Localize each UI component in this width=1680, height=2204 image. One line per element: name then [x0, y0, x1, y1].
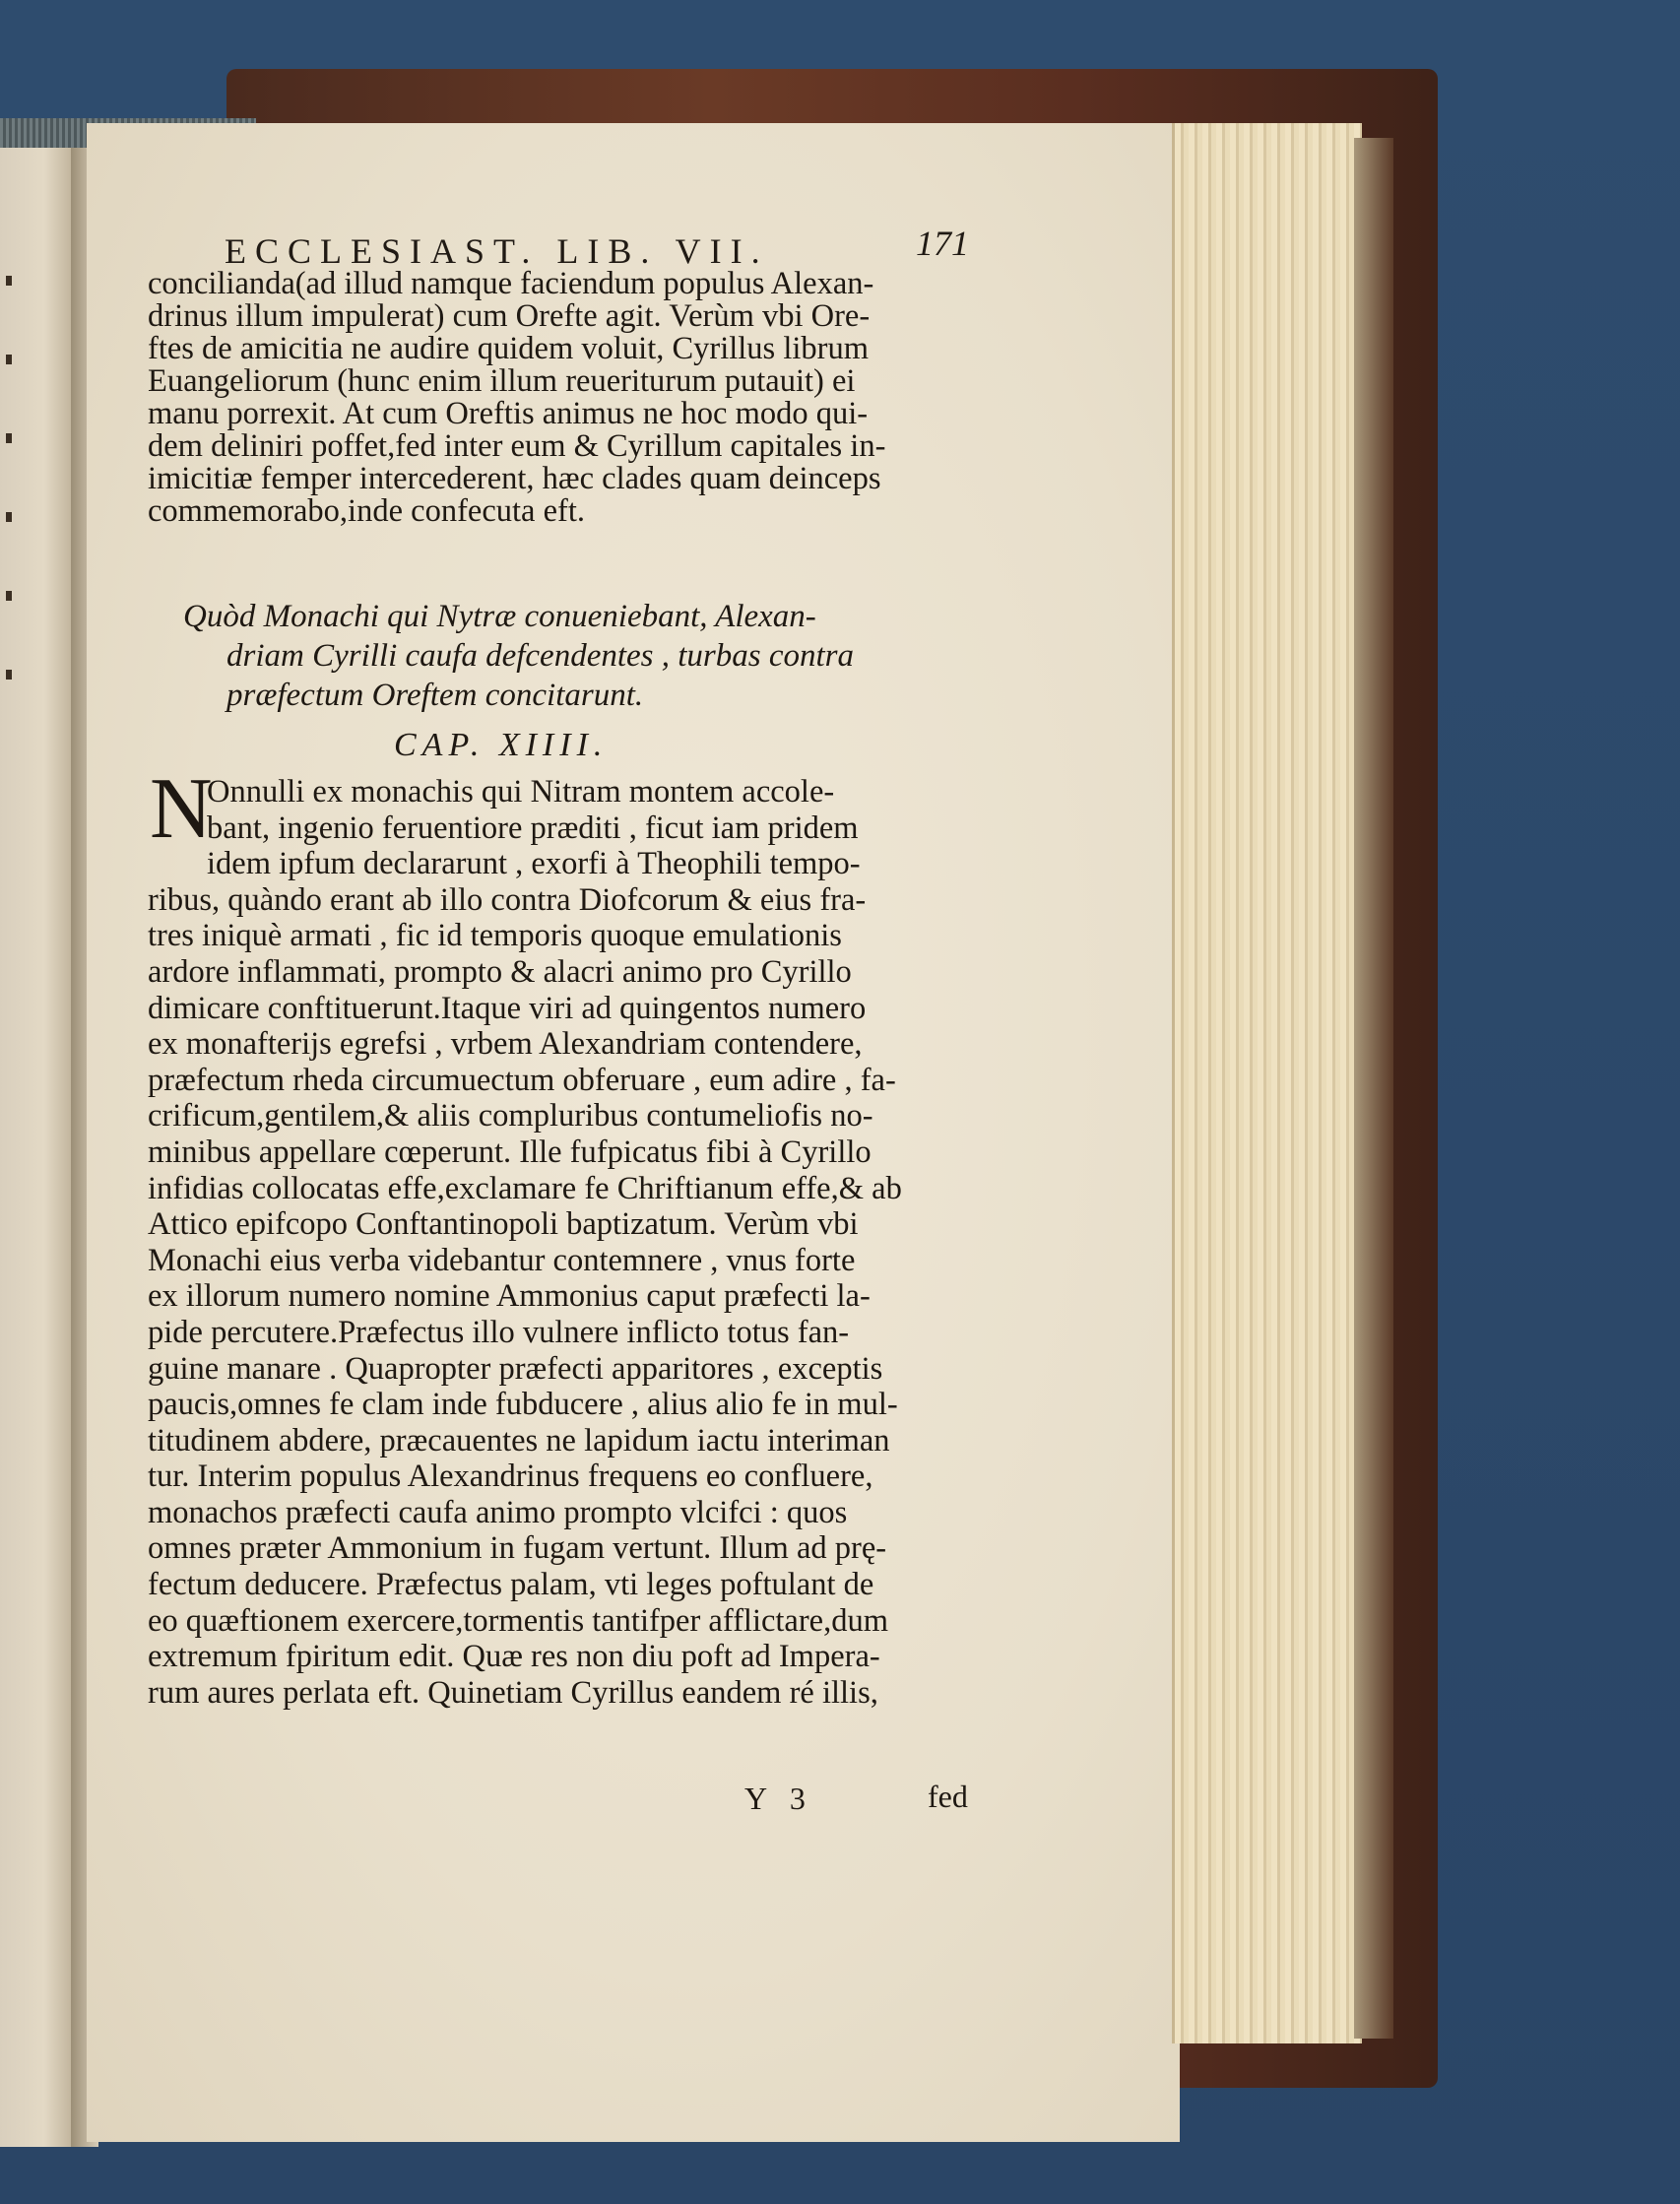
text-line: ftes de amicitia ne audire quidem voluit, Cyrillus librum — [148, 331, 869, 366]
text-line: dimicare conftituerunt.Itaque viri ad quingentos numero — [148, 990, 867, 1026]
text-line: concilianda(ad illud namque faciendum populus Alexan- — [148, 266, 874, 301]
text-line: tres iniquè armati , fic id temporis quoque emulationis — [148, 918, 842, 954]
left-page-glyph — [6, 433, 12, 443]
text-line: ex illorum numero nomine Ammonius caput præfecti la- — [148, 1278, 871, 1315]
left-page-glyph — [6, 355, 12, 364]
signature-mark: Y 3 — [744, 1781, 813, 1816]
chapter-title — [148, 597, 985, 715]
text-line: omnes præter Ammonium in fugam vertunt. Illum ad prę- — [148, 1530, 887, 1567]
text-line: idem ipfum declararunt , exorfi à Theophili tempo- — [207, 846, 861, 882]
left-page-glyph — [6, 591, 12, 601]
text-line: pide percutere.Præfectus illo vulnere inflicto totus fan- — [148, 1314, 850, 1350]
text-line: ex monafterijs egrefsi , vrbem Alexandriam contendere, — [148, 1026, 863, 1063]
text-line: Onnulli ex monachis qui Nitram montem accole- — [207, 774, 835, 810]
text-line: bant, ingenio feruentiore præditi , ficut iam pridem — [207, 810, 859, 846]
text-line: rum aures perlata eft. Quinetiam Cyrillus eandem ré illis, — [148, 1674, 878, 1711]
page-edges-shadow — [1354, 138, 1393, 2039]
folio-number: 171 — [916, 224, 969, 263]
left-page-glyph — [6, 670, 12, 680]
text-line: guine manare . Quapropter præfecti apparitores , exceptis — [148, 1350, 883, 1387]
text-line: Monachi eius verba videbantur contemnere , vnus forte — [148, 1242, 856, 1278]
chapter-title-line: Quòd Monachi qui Nytræ conueniebant, Alexan- — [183, 599, 816, 634]
text-line: præfectum rheda circumuectum obferuare , eum adire , fa- — [148, 1062, 896, 1098]
page-edges — [1172, 123, 1362, 2043]
text-line: Euangeliorum (hunc enim illum reueriturum putauit) ei — [148, 363, 856, 399]
paragraph-1 — [148, 268, 985, 528]
text-line: ardore inflammati, prompto & alacri animo pro Cyrillo — [148, 953, 852, 990]
text-line: manu porrexit. At cum Oreftis animus ne hoc modo qui- — [148, 396, 869, 431]
text-line: drinus illum impulerat) cum Orefte agit. Verùm vbi Ore- — [148, 298, 871, 334]
text-line: monachos præfecti caufa animo prompto vlcifci : quos — [148, 1494, 848, 1530]
text-line: infidias collocatas effe,exclamare fe Chriftianum effe,& ab — [148, 1170, 902, 1206]
catchword: fed — [928, 1779, 968, 1814]
chapter-number: CAP. XIIII. — [394, 727, 609, 763]
text-line: Attico epifcopo Conftantinopoli baptizatum. Verùm vbi — [148, 1206, 859, 1243]
left-page-glyph — [6, 512, 12, 522]
text-line: eo quæftionem exercere,tormentis tantifper afflictare,dum — [148, 1602, 889, 1639]
chapter-title-line: præfectum Oreftem concitarunt. — [226, 678, 644, 713]
running-head: ECCLESIAST. LIB. VII. — [225, 231, 769, 271]
chapter-title-line: driam Cyrilli caufa defcendentes , turbas contra — [226, 638, 855, 674]
text-line: titudinem abdere, præcauentes ne lapidum iactu interiman — [148, 1422, 890, 1459]
paragraph-2 — [148, 774, 985, 1711]
text-line: dem deliniri poffet,fed inter eum & Cyrillum capitales in- — [148, 428, 886, 464]
text-line: tur. Interim populus Alexandrinus frequens eo confluere, — [148, 1459, 873, 1495]
text-line: crificum,gentilem,& aliis compluribus contumeliofis no- — [148, 1098, 873, 1134]
text-line: ribus, quàndo erant ab illo contra Diofcorum & eius fra- — [148, 881, 867, 918]
left-page-glyph — [6, 276, 12, 286]
text-line: imicitiæ femper intercederent, hæc clades quam deinceps — [148, 461, 881, 496]
text-line: extremum fpiritum edit. Quæ res non diu poft ad Impera- — [148, 1639, 880, 1675]
text-line: minibus appellare cœperunt. Ille fufpicatus fibi à Cyrillo — [148, 1134, 872, 1170]
text-line: paucis,omnes fe clam inde fubducere , alius alio fe in mul- — [148, 1387, 898, 1423]
text-line: commemorabo,inde confecuta eft. — [148, 493, 585, 529]
text-line: fectum deducere. Præfectus palam, vti leges poftulant de — [148, 1567, 874, 1603]
left-page-edge — [0, 148, 74, 2147]
drop-initial: N — [150, 761, 213, 857]
